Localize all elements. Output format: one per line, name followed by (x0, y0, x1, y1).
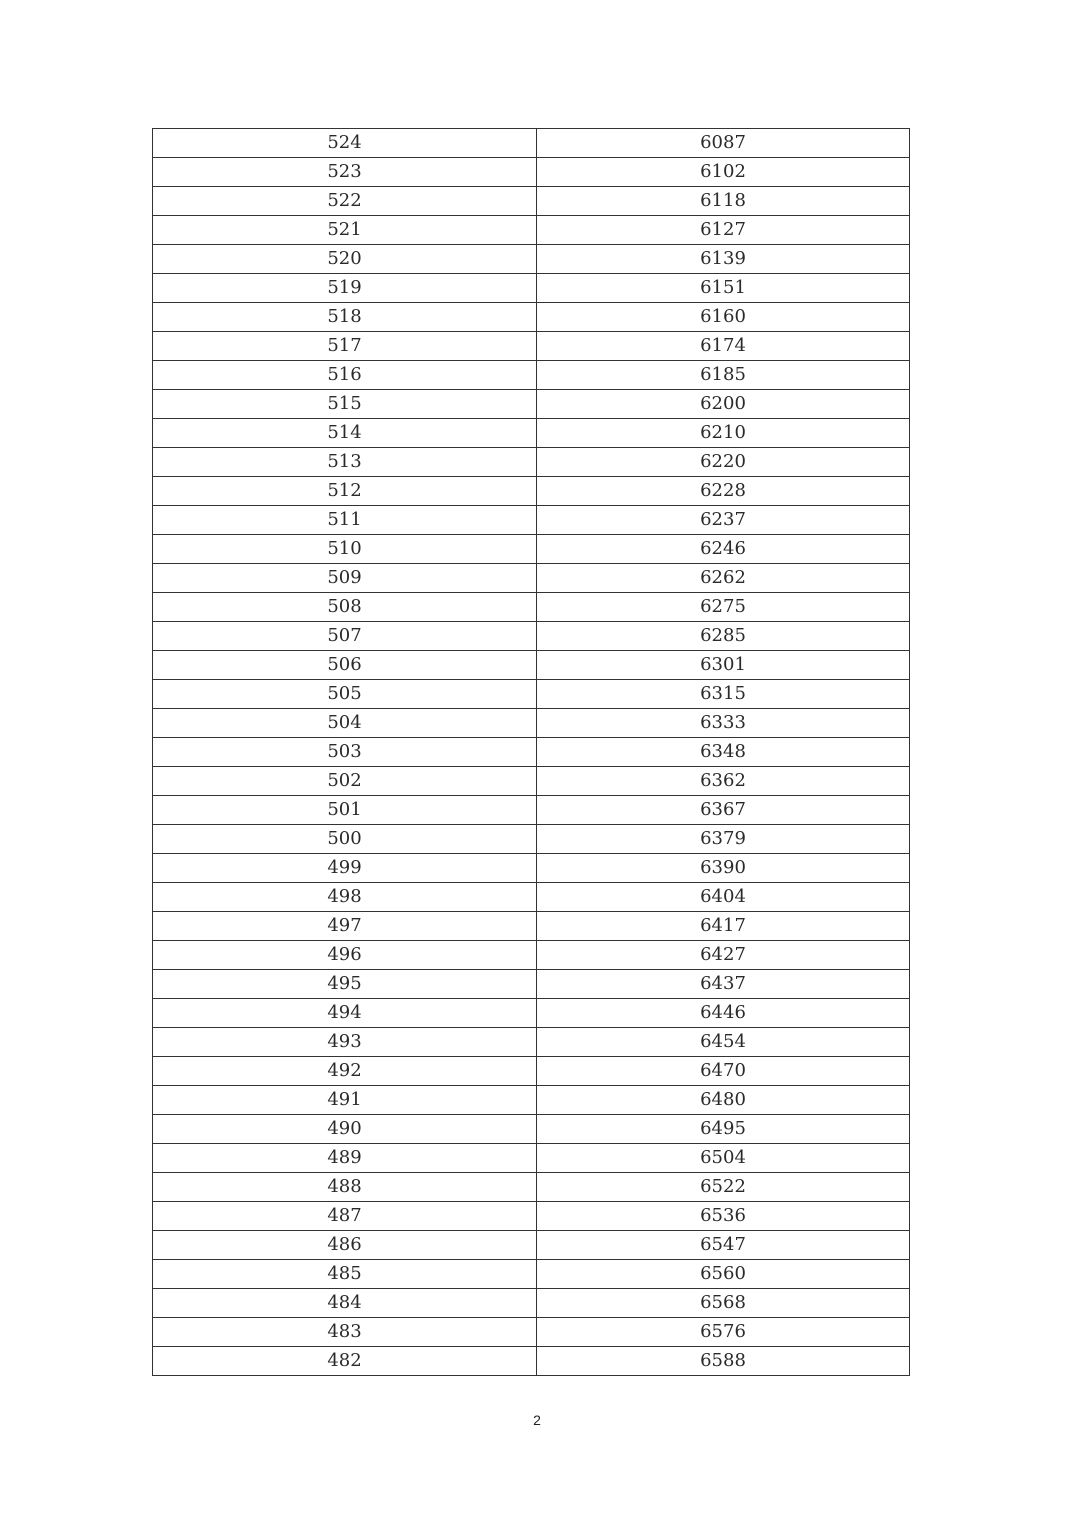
count-cell: 6333 (537, 709, 910, 738)
score-cell: 490 (153, 1115, 537, 1144)
table-row (153, 1057, 910, 1086)
count-cell: 6315 (537, 680, 910, 709)
table-row (153, 1231, 910, 1260)
count-cell: 6127 (537, 216, 910, 245)
table-row (153, 158, 910, 187)
score-cell: 504 (153, 709, 537, 738)
count-cell: 6275 (537, 593, 910, 622)
table-row (153, 332, 910, 361)
score-cell: 522 (153, 187, 537, 216)
count-cell: 6367 (537, 796, 910, 825)
table-row (153, 216, 910, 245)
score-rank-table (152, 128, 910, 1376)
table-row (153, 535, 910, 564)
table-row (153, 187, 910, 216)
count-cell: 6480 (537, 1086, 910, 1115)
count-cell: 6404 (537, 883, 910, 912)
table-row (153, 883, 910, 912)
table-row (153, 970, 910, 999)
table-row (153, 593, 910, 622)
score-cell: 493 (153, 1028, 537, 1057)
table-row (153, 796, 910, 825)
table-row (153, 854, 910, 883)
table-row (153, 709, 910, 738)
count-cell: 6301 (537, 651, 910, 680)
score-cell: 497 (153, 912, 537, 941)
score-cell: 508 (153, 593, 537, 622)
count-cell: 6102 (537, 158, 910, 187)
count-cell: 6568 (537, 1289, 910, 1318)
count-cell: 6220 (537, 448, 910, 477)
score-cell: 507 (153, 622, 537, 651)
score-cell: 511 (153, 506, 537, 535)
table-row (153, 1318, 910, 1347)
table-row (153, 390, 910, 419)
score-cell: 506 (153, 651, 537, 680)
score-cell: 524 (153, 129, 537, 158)
table-row (153, 1144, 910, 1173)
score-cell: 519 (153, 274, 537, 303)
table-row (153, 1347, 910, 1376)
table-row (153, 448, 910, 477)
table-row (153, 361, 910, 390)
count-cell: 6087 (537, 129, 910, 158)
table-row (153, 1086, 910, 1115)
count-cell: 6151 (537, 274, 910, 303)
score-cell: 491 (153, 1086, 537, 1115)
score-cell: 498 (153, 883, 537, 912)
count-cell: 6588 (537, 1347, 910, 1376)
table-row (153, 506, 910, 535)
table-row (153, 912, 910, 941)
table-row (153, 738, 910, 767)
score-cell: 486 (153, 1231, 537, 1260)
count-cell: 6454 (537, 1028, 910, 1057)
table-row (153, 274, 910, 303)
count-cell: 6362 (537, 767, 910, 796)
count-cell: 6504 (537, 1144, 910, 1173)
table-row (153, 651, 910, 680)
table-row (153, 1173, 910, 1202)
score-cell: 510 (153, 535, 537, 564)
count-cell: 6285 (537, 622, 910, 651)
table-row (153, 1028, 910, 1057)
score-cell: 500 (153, 825, 537, 854)
count-cell: 6495 (537, 1115, 910, 1144)
table-row (153, 303, 910, 332)
score-cell: 485 (153, 1260, 537, 1289)
table-row (153, 477, 910, 506)
score-cell: 514 (153, 419, 537, 448)
score-cell: 487 (153, 1202, 537, 1231)
table-row (153, 245, 910, 274)
score-cell: 517 (153, 332, 537, 361)
count-cell: 6160 (537, 303, 910, 332)
count-cell: 6536 (537, 1202, 910, 1231)
score-cell: 496 (153, 941, 537, 970)
count-cell: 6427 (537, 941, 910, 970)
score-cell: 518 (153, 303, 537, 332)
score-cell: 520 (153, 245, 537, 274)
table-row (153, 1202, 910, 1231)
count-cell: 6200 (537, 390, 910, 419)
count-cell: 6228 (537, 477, 910, 506)
count-cell: 6390 (537, 854, 910, 883)
score-cell: 512 (153, 477, 537, 506)
count-cell: 6174 (537, 332, 910, 361)
count-cell: 6417 (537, 912, 910, 941)
count-cell: 6139 (537, 245, 910, 274)
table-row (153, 767, 910, 796)
score-cell: 483 (153, 1318, 537, 1347)
table-row (153, 941, 910, 970)
score-cell: 482 (153, 1347, 537, 1376)
score-cell: 513 (153, 448, 537, 477)
score-cell: 516 (153, 361, 537, 390)
score-cell: 488 (153, 1173, 537, 1202)
score-cell: 509 (153, 564, 537, 593)
count-cell: 6560 (537, 1260, 910, 1289)
page-number: 2 (533, 1412, 541, 1428)
count-cell: 6185 (537, 361, 910, 390)
score-cell: 505 (153, 680, 537, 709)
score-cell: 503 (153, 738, 537, 767)
score-cell: 523 (153, 158, 537, 187)
score-cell: 484 (153, 1289, 537, 1318)
count-cell: 6379 (537, 825, 910, 854)
score-cell: 502 (153, 767, 537, 796)
table-row (153, 1289, 910, 1318)
score-cell: 494 (153, 999, 537, 1028)
table-row (153, 564, 910, 593)
table-row (153, 999, 910, 1028)
score-cell: 515 (153, 390, 537, 419)
table-row (153, 1115, 910, 1144)
count-cell: 6522 (537, 1173, 910, 1202)
table-row (153, 419, 910, 448)
count-cell: 6547 (537, 1231, 910, 1260)
table-row (153, 825, 910, 854)
score-cell: 489 (153, 1144, 537, 1173)
table-body (153, 129, 910, 1376)
count-cell: 6210 (537, 419, 910, 448)
table-row (153, 622, 910, 651)
count-cell: 6446 (537, 999, 910, 1028)
count-cell: 6470 (537, 1057, 910, 1086)
count-cell: 6237 (537, 506, 910, 535)
score-cell: 495 (153, 970, 537, 999)
score-cell: 521 (153, 216, 537, 245)
score-cell: 492 (153, 1057, 537, 1086)
score-cell: 501 (153, 796, 537, 825)
count-cell: 6118 (537, 187, 910, 216)
count-cell: 6576 (537, 1318, 910, 1347)
count-cell: 6348 (537, 738, 910, 767)
table-row (153, 680, 910, 709)
table-row (153, 129, 910, 158)
score-cell: 499 (153, 854, 537, 883)
count-cell: 6262 (537, 564, 910, 593)
table-row (153, 1260, 910, 1289)
count-cell: 6437 (537, 970, 910, 999)
count-cell: 6246 (537, 535, 910, 564)
